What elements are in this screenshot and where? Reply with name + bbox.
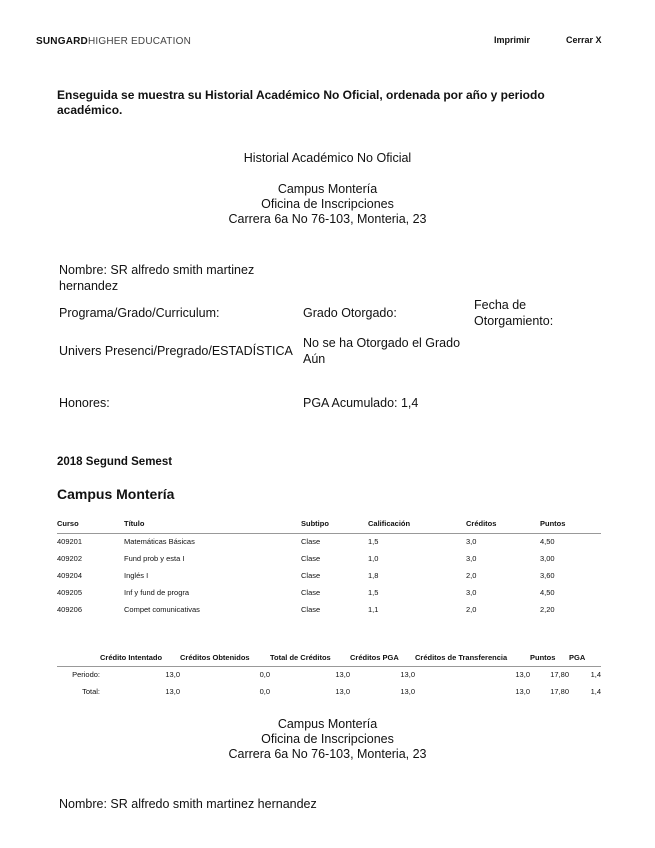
office-address-repeat: Carrera 6a No 76-103, Monteria, 23 xyxy=(228,747,427,761)
course-grade: 1,8 xyxy=(368,571,379,580)
student-name: Nombre: SR alfredo smith martinez hernandez xyxy=(59,263,255,293)
office-address: Carrera 6a No 76-103, Monteria, 23 xyxy=(228,212,427,226)
office-name: Oficina de Inscripciones xyxy=(261,197,394,211)
course-grade: 1,5 xyxy=(368,588,379,597)
table-row xyxy=(57,550,601,567)
course-credits: 2,0 xyxy=(466,605,477,614)
course-credits: 2,0 xyxy=(466,571,477,580)
program-label: Programa/Grado/Curriculum: xyxy=(59,306,220,320)
totals-header-points: Puntos xyxy=(530,652,569,666)
sungard-logo xyxy=(36,36,191,47)
term-name: 2018 Segund Semest xyxy=(57,456,173,468)
totals-transfer: 13,0 xyxy=(515,687,530,696)
totals-header-earned: Créditos Obtenidos xyxy=(180,652,270,666)
totals-gpa-credits: 13,0 xyxy=(400,687,415,696)
degree-label: Grado Otorgado: xyxy=(303,306,397,320)
totals-header-gpa: PGA xyxy=(569,652,601,666)
totals-table xyxy=(57,652,601,700)
totals-transfer: 13,0 xyxy=(515,670,530,680)
transcript-title: Historial Académico No Oficial xyxy=(243,151,412,165)
course-subtype: Clase xyxy=(301,537,321,547)
totals-total: 13,0 xyxy=(335,687,350,696)
course-title: Compet comunicativas xyxy=(124,605,200,614)
course-credits: 3,0 xyxy=(466,554,477,563)
totals-header-label xyxy=(57,652,100,666)
course-title: Inf y fund de progra xyxy=(124,588,190,597)
course-title: Fund prob y esta I xyxy=(124,554,185,563)
table-row xyxy=(57,601,601,618)
course-subtype: Clase xyxy=(301,554,321,563)
totals-gpa-credits: 13,0 xyxy=(400,670,415,680)
totals-attempted: 13,0 xyxy=(165,687,180,696)
course-grade: 1,0 xyxy=(368,554,379,563)
course-points: 4,50 xyxy=(540,588,555,597)
totals-header-total: Total de Créditos xyxy=(270,652,350,666)
award-date-label: Fecha de Otorgamiento: xyxy=(474,298,554,328)
header-course: Curso xyxy=(57,518,124,533)
degree-value: No se ha Otorgado el Grado Aún xyxy=(303,336,461,366)
course-points: 3,00 xyxy=(540,554,555,563)
courses-table xyxy=(57,518,601,618)
honors-label: Honores: xyxy=(59,396,110,410)
print-link[interactable]: Imprimir xyxy=(494,35,531,45)
student-name-repeat: Nombre: SR alfredo smith martinez hernandez xyxy=(59,797,317,811)
course-code: 409204 xyxy=(57,571,83,580)
totals-row-label: Total: xyxy=(82,687,100,696)
course-title: Inglés I xyxy=(124,571,149,580)
totals-header-gpa-credits: Créditos PGA xyxy=(350,652,415,666)
totals-total: 13,0 xyxy=(335,670,350,680)
totals-attempted: 13,0 xyxy=(165,670,180,680)
header-points: Puntos xyxy=(540,518,601,533)
course-subtype: Clase xyxy=(301,605,321,614)
course-subtype: Clase xyxy=(301,588,321,597)
program-value: Univers Presenci/Pregrado/ESTADÍSTICA xyxy=(59,344,293,358)
totals-gpa: 1,4 xyxy=(590,670,601,680)
table-row xyxy=(57,533,601,550)
course-grade: 1,5 xyxy=(368,537,379,547)
course-points: 3,60 xyxy=(540,571,555,580)
totals-points: 17,80 xyxy=(550,687,569,696)
course-grade: 1,1 xyxy=(368,605,379,614)
totals-row-period xyxy=(57,666,601,683)
course-points: 2,20 xyxy=(540,605,555,614)
totals-row-label: Periodo: xyxy=(72,670,100,680)
cumulative-gpa: PGA Acumulado: 1,4 xyxy=(303,396,419,410)
totals-header-row xyxy=(57,652,601,666)
header-credits: Créditos xyxy=(466,518,540,533)
totals-gpa: 1,4 xyxy=(590,687,601,696)
logo-light-text: HIGHER EDUCATION xyxy=(87,36,191,47)
totals-header-transfer: Créditos de Transferencia xyxy=(415,652,530,666)
totals-earned: 0,0 xyxy=(259,670,270,680)
course-credits: 3,0 xyxy=(466,588,477,597)
totals-header-attempted: Crédito Intentado xyxy=(100,652,180,666)
course-title: Matemáticas Básicas xyxy=(124,537,195,547)
logo-bold-text: SUNGARD xyxy=(36,36,88,47)
course-code: 409201 xyxy=(57,537,83,547)
header-grade: Calificación xyxy=(368,518,466,533)
header-title: Título xyxy=(124,518,301,533)
course-code: 409206 xyxy=(57,605,83,614)
table-row xyxy=(57,584,601,601)
campus-name-repeat: Campus Montería xyxy=(277,717,378,731)
course-code: 409205 xyxy=(57,588,83,597)
campus-name: Campus Montería xyxy=(277,182,378,196)
term-campus: Campus Montería xyxy=(57,486,175,502)
course-subtype: Clase xyxy=(301,571,321,580)
totals-points: 17,80 xyxy=(550,670,569,680)
header-subtype: Subtipo xyxy=(301,518,368,533)
table-row xyxy=(57,567,601,584)
totals-earned: 0,0 xyxy=(259,687,270,696)
course-code: 409202 xyxy=(57,554,83,563)
close-link[interactable]: Cerrar X xyxy=(566,35,602,45)
course-credits: 3,0 xyxy=(466,537,477,547)
intro-text: Enseguida se muestra su Historial Académico No Oficial, ordenada por año y periodo académico. xyxy=(57,88,545,117)
totals-row-total xyxy=(57,683,601,700)
office-name-repeat: Oficina de Inscripciones xyxy=(261,732,394,746)
courses-header-row xyxy=(57,518,601,533)
course-points: 4,50 xyxy=(540,537,555,547)
